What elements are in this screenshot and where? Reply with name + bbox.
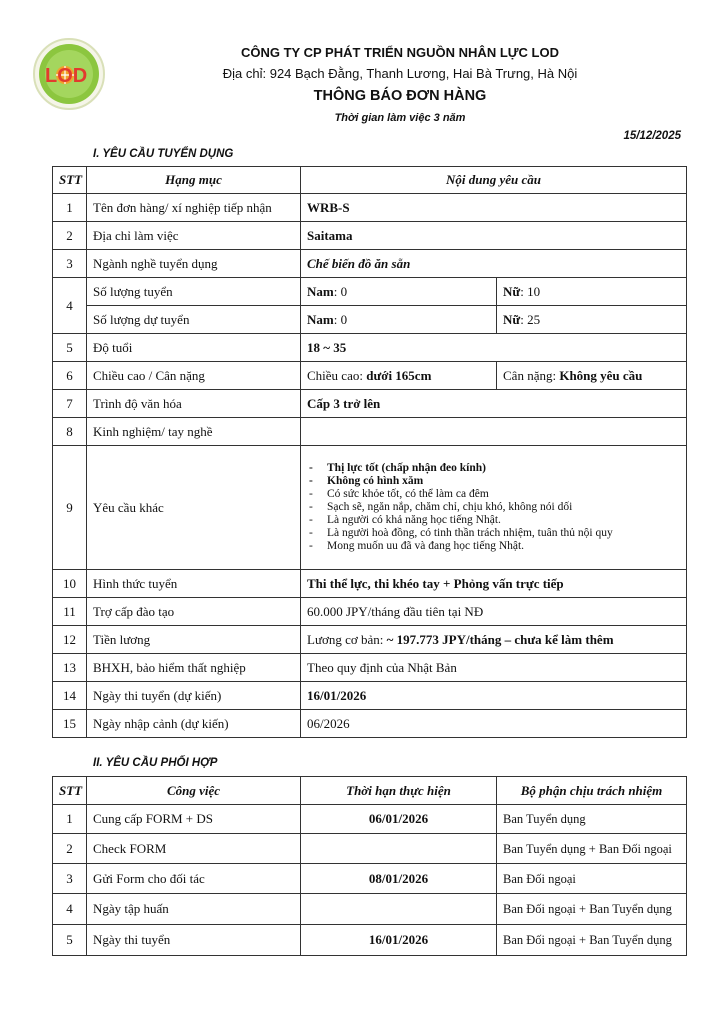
row-deadline: 08/01/2026 [301,864,497,894]
list-item: - Mong muốn uu đã và đang học tiếng Nhật. [327,540,680,553]
header-stt: STT [53,777,87,805]
table-header-row [53,167,687,194]
row-item: Tên đơn hàng/ xí nghiệp tiếp nhận [87,194,301,222]
table-row [53,894,687,925]
row-item: Trợ cấp đào tạo [87,598,301,626]
row-item: Ngành nghề tuyển dụng [87,250,301,278]
row-item: Yêu cầu khác [87,446,301,570]
header-content: Nội dung yêu cầu [301,167,687,194]
row-stt: 5 [53,334,87,362]
row-stt: 1 [53,194,87,222]
row-stt: 14 [53,682,87,710]
table-row [53,390,687,418]
row-stt: 8 [53,418,87,446]
row-male-count: Nam: 0 [301,278,497,306]
svg-text:LOD: LOD [45,65,88,87]
row-item: Ngày thi tuyển (dự kiến) [87,682,301,710]
row-task: Gửi Form cho đối tác [87,864,301,894]
table-row [53,194,687,222]
other-requirements [301,446,687,570]
recruitment-table [52,166,687,738]
row-item: Địa chỉ làm việc [87,222,301,250]
table-row [53,306,687,334]
row-stt: 4 [53,894,87,925]
row-item: BHXH, bảo hiểm thất nghiệp [87,654,301,682]
row-stt: 2 [53,222,87,250]
row-stt: 1 [53,805,87,834]
table-row [53,682,687,710]
row-deadline: 06/01/2026 [301,805,497,834]
list-item: - Là người có khả năng học tiếng Nhật. [327,514,680,527]
table-row [53,418,687,446]
row-task: Ngày thi tuyển [87,925,301,956]
row-value: Saitama [301,222,687,250]
row-task: Check FORM [87,834,301,864]
table-row [53,334,687,362]
row-stt: 5 [53,925,87,956]
row-male-count: Nam: 0 [301,306,497,334]
row-female-count: Nữ: 10 [497,278,687,306]
list-item: - Sạch sẽ, ngăn nắp, chăm chỉ, chịu khó, không nói dối [327,501,680,514]
coordination-table [52,776,687,956]
list-item: - Thị lực tốt (chấp nhận đeo kính) [327,462,680,475]
row-item: Kinh nghiệm/ tay nghề [87,418,301,446]
row-value: Cấp 3 trở lên [301,390,687,418]
header-department: Bộ phận chịu trách nhiệm [497,777,687,805]
row-value: WRB-S [301,194,687,222]
row-department: Ban Đối ngoại + Ban Tuyển dụng [497,894,687,925]
row-department: Ban Tuyển dụng + Ban Đối ngoại [497,834,687,864]
row-deadline [301,894,497,925]
document-date: 15/12/2025 [623,130,681,142]
table-row [53,598,687,626]
row-weight: Cân nặng: Không yêu cầu [497,362,687,390]
row-value: 06/2026 [301,710,687,738]
section-heading-coordination: II. YÊU CẦU PHỐI HỢP [93,757,218,769]
list-item: - Có sức khỏe tốt, có thể làm ca đêm [327,488,680,501]
company-name: CÔNG TY CP PHÁT TRIỂN NGUỒN NHÂN LỰC LOD [241,45,559,60]
row-item: Ngày nhập cảnh (dự kiến) [87,710,301,738]
row-stt: 3 [53,864,87,894]
row-stt: 12 [53,626,87,654]
row-stt: 3 [53,250,87,278]
row-value: 60.000 JPY/tháng đầu tiên tại NĐ [301,598,687,626]
row-item: Hình thức tuyển [87,570,301,598]
header-task: Công việc [87,777,301,805]
row-value: Theo quy định của Nhật Bản [301,654,687,682]
row-value: Thi thể lực, thi khéo tay + Phỏng vấn trực tiếp [301,570,687,598]
row-female-count: Nữ: 25 [497,306,687,334]
row-stt: 11 [53,598,87,626]
row-stt: 15 [53,710,87,738]
table-row [53,864,687,894]
table-row [53,570,687,598]
table-row [53,626,687,654]
row-item: Chiều cao / Cân nặng [87,362,301,390]
row-value: Chế biến đồ ăn sẵn [301,250,687,278]
header-stt: STT [53,167,87,194]
row-department: Ban Tuyển dụng [497,805,687,834]
row-item: Tiền lương [87,626,301,654]
table-header-row [53,777,687,805]
document-title: THÔNG BÁO ĐƠN HÀNG [313,88,487,104]
table-row [53,654,687,682]
table-row [53,362,687,390]
row-deadline: 16/01/2026 [301,925,497,956]
table-row [53,805,687,834]
table-row [53,222,687,250]
row-value: 18 ~ 35 [301,334,687,362]
company-address: Địa chỉ: 924 Bạch Đằng, Thanh Lương, Hai Bà Trưng, Hà Nội [222,66,578,81]
list-item: - Không có hình xăm [327,475,680,488]
row-value: 16/01/2026 [301,682,687,710]
table-row [53,278,687,306]
table-row [53,925,687,956]
row-stt: 2 [53,834,87,864]
row-stt: 10 [53,570,87,598]
row-value: Lương cơ bản: ~ 197.773 JPY/tháng – chưa kể làm thêm [301,626,687,654]
table-row [53,710,687,738]
table-row [53,446,687,570]
document-subtitle: Thời gian làm việc 3 năm [334,112,466,124]
row-item: Số lượng dự tuyển [87,306,301,334]
list-item: - Là người hoà đồng, có tinh thần trách nhiệm, tuân thủ nội quy [327,527,680,540]
header-deadline: Thời hạn thực hiện [301,777,497,805]
header-item: Hạng mục [87,167,301,194]
row-stt: 4 [53,278,87,334]
row-department: Ban Đối ngoại [497,864,687,894]
row-value [301,418,687,446]
row-department: Ban Đối ngoại + Ban Tuyển dụng [497,925,687,956]
row-stt: 7 [53,390,87,418]
table-row [53,250,687,278]
section-heading-recruitment: I. YÊU CẦU TUYỂN DỤNG [93,148,234,160]
row-item: Trình độ văn hóa [87,390,301,418]
row-stt: 13 [53,654,87,682]
row-height: Chiều cao: dưới 165cm [301,362,497,390]
row-task: Cung cấp FORM + DS [87,805,301,834]
row-item: Độ tuổi [87,334,301,362]
row-stt: 6 [53,362,87,390]
row-task: Ngày tập huấn [87,894,301,925]
row-deadline [301,834,497,864]
row-stt: 9 [53,446,87,570]
company-logo [32,37,106,111]
row-item: Số lượng tuyển [87,278,301,306]
table-row [53,834,687,864]
